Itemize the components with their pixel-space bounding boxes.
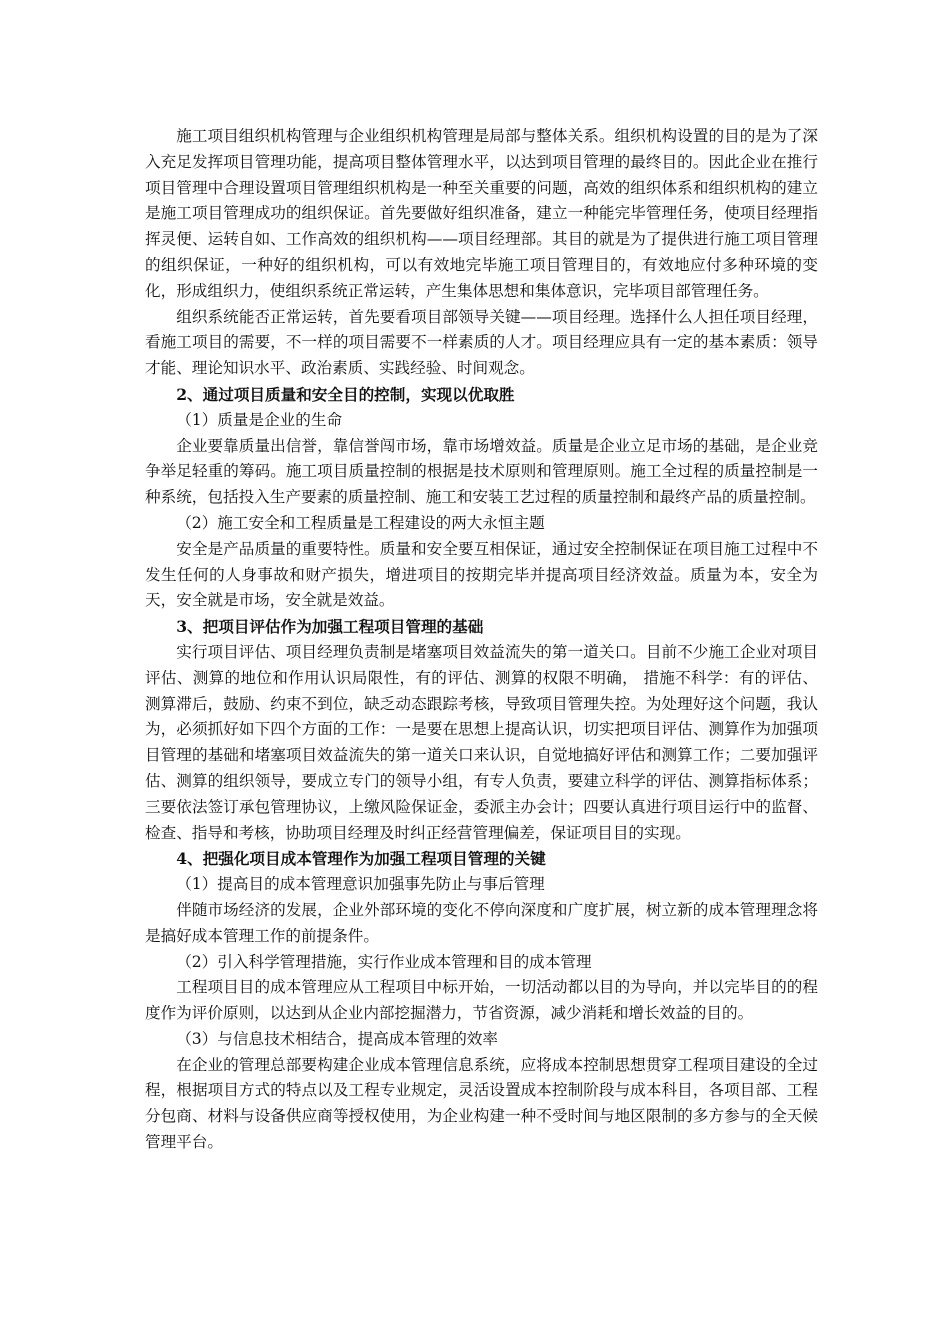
- paragraph-target-cost: 工程项目目的成本管理应从工程项目中标开始，一切活动都以目的为导向，并以完毕目的的程度作为评价原则，以达到从企业内部挖掘潜力，节省资源，减少消耗和增长效益的目的。: [145, 978, 818, 1023]
- subheading-4-1: （1）提高目的成本管理意识加强事先防止与事后管理: [176, 875, 545, 894]
- paragraph-safety: 安全是产品质量的重要特性。质量和安全要互相保证，通过安全控制保证在项目施工过程中不发生任何的人身事故和财产损失，增进项目的按期完毕并提高项目经济效益。质量为本，安全为天，安全就是市场，安全就是效益。: [145, 539, 818, 610]
- section-heading-4: 4、把强化项目成本管理作为加强工程项目管理的关键: [176, 849, 546, 869]
- subheading-2-2: （2）施工安全和工程质量是工程建设的两大永恒主题: [176, 513, 545, 532]
- document-body: [145, 124, 818, 1156]
- subheading-2-1: （1）质量是企业的生命: [176, 410, 343, 429]
- paragraph-quality: 企业要靠质量出信誉，靠信誉闯市场，靠市场增效益。质量是企业立足市场的基础，是企业竞争举足轻重的筹码。施工项目质量控制的根据是技术原则和管理原则。施工全过程的质量控制是一种系统，包括投入生产要素的质量控制、施工和安装工艺过程的质量控制和最终产品的质量控制。: [145, 436, 818, 507]
- paragraph-org-structure: 施工项目组织机构管理与企业组织机构管理是局部与整体关系。组织机构设置的目的是为了深入充足发挥项目管理功能，提高项目整体管理水平，以达到项目管理的最终目的。因此企业在推行项目管理中合理设置项目管理组织机构是一种至关重要的问题，高效的组织体系和组织机构的建立是施工项目管理成功的组织保证。首先要做好组织准备，建立一种能完毕管理任务，使项目经理指挥灵便、运转自如、工作高效的组织机构——项目经理部。其目的就是为了提供进行施工项目管理的组织保证，一种好的组织机构，可以有效地完毕施工项目管理目的，有效地应付多种环境的变化，形成组织力，使组织系统正常运转，产生集体思想和集体意识，完毕项目部管理任务。: [145, 127, 818, 300]
- section-heading-2: 2、通过项目质量和安全目的控制，实现以优取胜: [176, 384, 515, 404]
- paragraph-information-system: 在企业的管理总部要构建企业成本管理信息系统，应将成本控制思想贯穿工程项目建设的全过程，根据项目方式的特点以及工程专业规定，灵活设置成本控制阶段与成本科目，各项目部、工程分包商、材料与设备供应商等授权使用，为企业构建一种不受时间与地区限制的多方参与的全天候管理平台。: [145, 1055, 818, 1152]
- paragraph-project-manager: 组织系统能否正常运转，首先要看项目部领导关键——项目经理。选择什么人担任项目经理，看施工项目的需要，不一样的项目需要不一样素质的人才。项目经理应具有一定的基本素质：领导才能、理论知识水平、政治素质、实践经验、时间观念。: [145, 307, 818, 378]
- section-heading-3: 3、把项目评估作为加强工程项目管理的基础: [176, 617, 484, 637]
- subheading-4-3: （3）与信息技术相结合，提高成本管理的效率: [176, 1029, 498, 1048]
- paragraph-cost-awareness: 伴随市场经济的发展，企业外部环境的变化不停向深度和广度扩展，树立新的成本管理理念将是搞好成本管理工作的前提条件。: [145, 900, 818, 945]
- paragraph-evaluation: 实行项目评估、项目经理负责制是堵塞项目效益流失的第一道关口。目前不少施工企业对项目评估、测算的地位和作用认识局限性，有的评估、测算的权限不明确， 措施不科学：有的评估、测算滞后，鼓励、约束不到位，缺乏动态跟踪考核，导致项目管理失控。为处理好这个问题，我认为，必须抓好如下四个方面的工作：一是要在思想上提高认识，切实把项目评估、测算作为加强项目管理的基础和堵塞项目效益流失的第一道关口来认识，自觉地搞好评估和测算工作；二要加强评估、测算的组织领导，要成立专门的领导小组，有专人负责，要建立科学的评估、测算指标体系；三要依法签订承包管理协议，上缴风险保证金，委派主办会计；四要认真进行项目运行中的监督、检查、指导和考核，协助项目经理及时纠正经营管理偏差，保证项目目的实现。: [145, 642, 818, 842]
- subheading-4-2: （2）引入科学管理措施，实行作业成本管理和目的成本管理: [176, 952, 592, 971]
